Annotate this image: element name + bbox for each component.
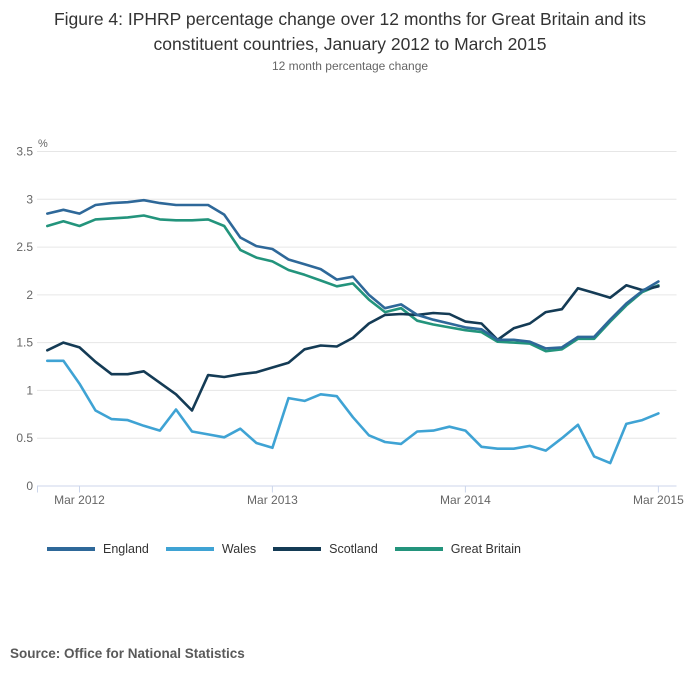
series-line-great-britain[interactable] (47, 216, 658, 352)
y-axis-tick-label: 2.5 (16, 240, 33, 255)
x-axis-tick-label: Mar 2015 (633, 493, 684, 507)
series-line-england[interactable] (47, 200, 658, 348)
y-axis-tick-label: 1.5 (16, 335, 33, 350)
legend-item-great-britain[interactable] (395, 542, 521, 556)
legend-item-england[interactable] (47, 542, 149, 556)
series-line-wales[interactable] (47, 361, 658, 463)
y-axis-unit-label: % (38, 138, 48, 150)
legend-label-wales: Wales (221, 542, 257, 556)
y-axis-tick-label: 3 (26, 192, 33, 207)
y-axis-tick-label: 2 (26, 287, 33, 302)
legend-label-scotland: Scotland (329, 542, 378, 556)
chart-title-line-1: Figure 4: IPHRP percentage change over 12 months for Great Britain and its (53, 9, 647, 29)
x-axis-tick-label: Mar 2013 (247, 493, 298, 507)
legend-swatch-scotland (273, 547, 321, 551)
y-axis-tick-label: 3.5 (16, 144, 33, 159)
y-axis-tick-label: 0.5 (16, 431, 33, 446)
y-axis-tick-label: 1 (26, 383, 33, 398)
chart-legend (47, 542, 538, 556)
series-line-scotland[interactable] (47, 285, 658, 410)
y-axis-tick-label: 0 (26, 479, 33, 493)
x-axis-tick-label: Mar 2014 (440, 493, 491, 507)
legend-swatch-wales (166, 547, 214, 551)
x-axis-tick-label: Mar 2012 (54, 493, 105, 507)
legend-item-scotland[interactable] (273, 542, 378, 556)
legend-label-great-britain: Great Britain (450, 542, 521, 556)
legend-item-wales[interactable] (166, 542, 256, 556)
source-note: Source: Office for National Statistics (10, 646, 245, 661)
chart-subtitle: 12 month percentage change (271, 59, 429, 73)
legend-swatch-england (47, 547, 95, 551)
legend-label-england: England (103, 542, 149, 556)
legend-swatch-great-britain (395, 547, 443, 551)
chart-title-line-2: constituent countries, January 2012 to March 2015 (153, 34, 547, 54)
